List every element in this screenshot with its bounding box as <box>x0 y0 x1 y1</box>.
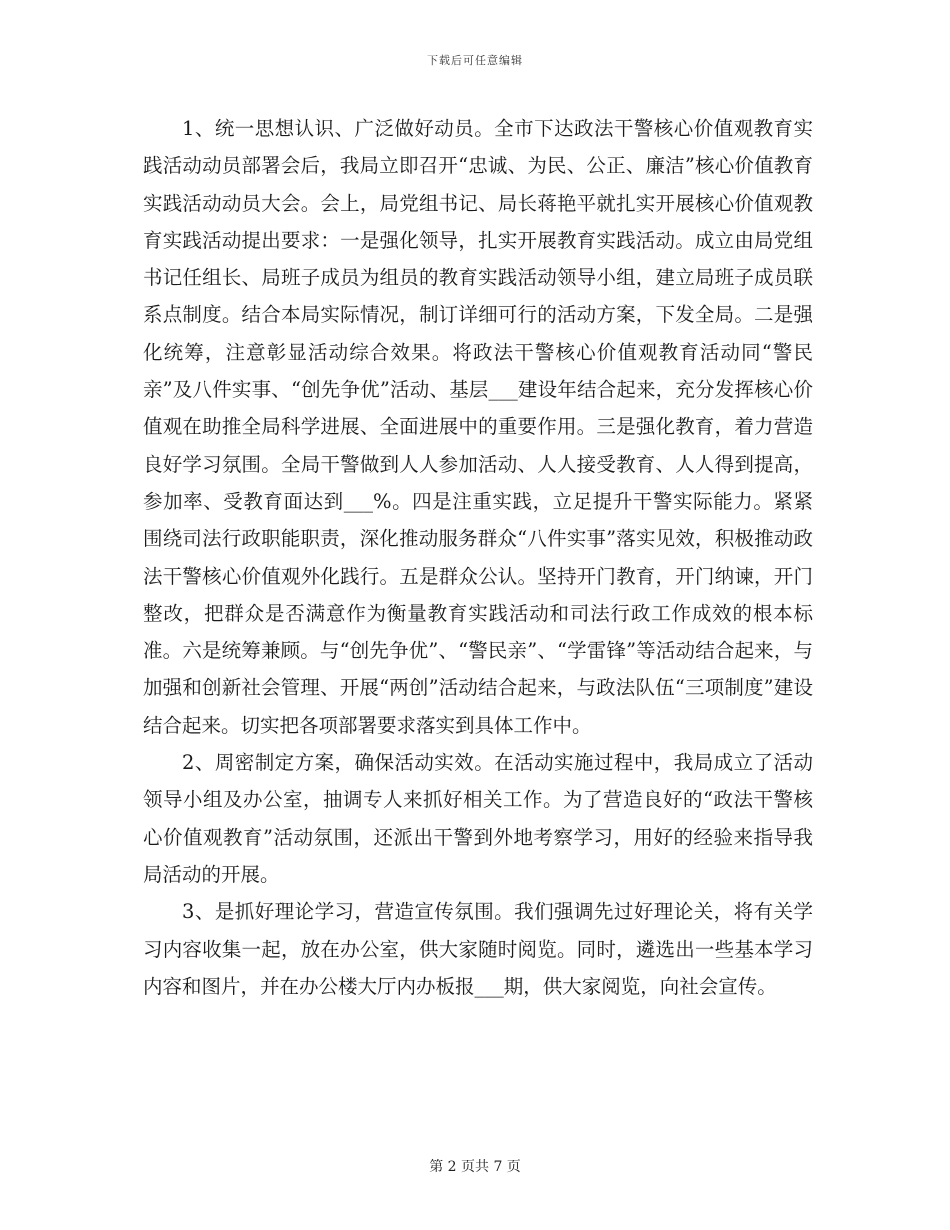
paragraph-3: 3、是抓好理论学习，营造宣传氛围。我们强调先过好理论关，将有关学习内容收集一起，放在办公室，供大家随时阅览。同时，遴选出一些基本学习内容和图片，并在办公楼大厅内办板报___期，供大家阅览，向社会宣传。 <box>143 900 813 998</box>
page-header: 下载后可任意编辑 <box>427 54 523 67</box>
document-body <box>143 110 813 1005</box>
page-number-footer: 第 2 页共 7 页 <box>429 1159 521 1175</box>
paragraph-2: 2、周密制定方案，确保活动实效。在活动实施过程中，我局成立了活动领导小组及办公室，抽调专人来抓好相关工作。为了营造良好的“政法干警核心价值观教育”活动氛围，还派出干警到外地考察学习，用好的经验来指导我局活动的开展。 <box>143 751 813 886</box>
paragraph-1: 1、统一思想认识、广泛做好动员。全市下达政法干警核心价值观教育实践活动动员部署会后，我局立即召开“忠诚、为民、公正、廉洁”核心价值教育实践活动动员大会。会上，局党组书记、局长蒋艳平就扎实开展核心价值观教育实践活动提出要求：一是强化领导，扎实开展教育实践活动。成立由局党组书记任组长、局班子成员为组员的教育实践活动领导小组，建立局班子成员联系点制度。结合本局实际情况，制订详细可行的活动方案，下发全局。二是强化统筹，注意彰显活动综合效果。将政法干警核心价值观教育活动同“警民亲”及八件实事、“创先争优”活动、基层___建设年结合起来，充分发挥核心价值观在助推全局科学进展、全面进展中的重要作用。三是强化教育，着力营造良好学习氛围。全局干警做到人人参加活动、人人接受教育、人人得到提高，参加率、受教育面达到___%。四是注重实践，立足提升干警实际能力。紧紧围绕司法行政职能职责，深化推动服务群众“八件实事”落实见效，积极推动政法干警核心价值观外化践行。五是群众公认。坚持开门教育，开门纳谏，开门整改，把群众是否满意作为衡量教育实践活动和司法行政工作成效的根本标准。六是统筹兼顾。与“创先争优”、“警民亲”、“学雷锋”等活动结合起来，与加强和创新社会管理、开展“两创”活动结合起来，与政法队伍“三项制度”建设结合起来。切实把各项部署要求落实到具体工作中。 <box>143 117 813 737</box>
